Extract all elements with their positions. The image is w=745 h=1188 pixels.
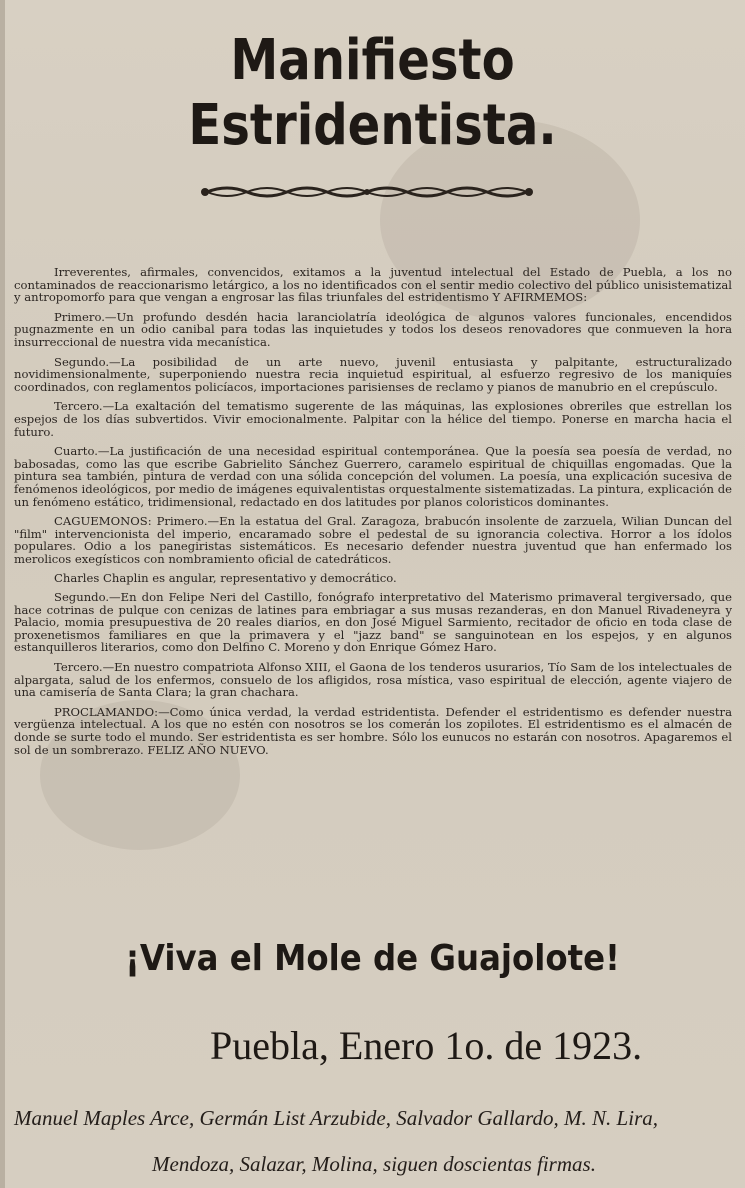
signers-line-2: Mendoza, Salazar, Molina, siguen doscientas firmas. bbox=[152, 1152, 596, 1176]
paragraph-caguemonos: CAGUEMONOS: Primero.—En la estatua del Gral. Zaragoza, brabucón insolente de zarzuela, Wilian Duncan del "film" intervencionista del imperio, encaramado sobre el pedestal de su ignorancia colectiva. Horror a los ídolos populares. Odio a los panegiristas sistemáticos. Es necesario defender nuestra juventud que han enfermado los merolicos exegísticos con nombramiento oficial de catedráticos. bbox=[14, 514, 732, 566]
poster-left-edge bbox=[0, 0, 5, 1188]
paragraph-primero: Primero.—Un profundo desdén hacia laranciolatría ideológica de algunos valores funcionales, encendidos pugnazmente en un odio canibal para todas las inquietudes y todos los deseos renovadores que conmueven la hora insurreccional de nuestra vida mecanística. bbox=[14, 309, 732, 349]
place-date: Puebla, Enero 1o. de 1923. bbox=[210, 1023, 643, 1068]
paragraph-segundo-2: Segundo.—En don Felipe Neri del Castillo, fonógrafo interpretativo del Materismo primaveral tergiversado, que hace cotrinas de pulque con cenizas de latines para embriagar a sus musas rezanderas, en don Manuel Rivadeneyra y Palacio, momia presupuestiva de 20 reales diarios, en don José Miguel Sarmiento, recitador de oficio en toda clase de proxenetismos familiares en que la primavera y el "jazz band" se sanguinotean en los espejos, y en algunos estanquilleros literarios, como don Delfino C. Moreno y don Enrique Gómez Haro. bbox=[14, 590, 732, 655]
paragraph-intro: Irreverentes, afirmales, convencidos, exitamos a la juventud intelectual del Estado de Puebla, a los no contaminados de reaccionarismo letárgico, a los no identificados con el sentir medio colectivo del público unisistematizal y antropomorfo para que vengan a engrosar las filas triunfales del estridentismo Y AFIRMEMOS: bbox=[14, 265, 732, 305]
paragraph-segundo: Segundo.—La posibilidad de un arte nuevo, juvenil entusiasta y palpitante, estructuralizado novidimensionalmente, superponiendo nuestra recia inquietud espiritual, al esfuerzo regresivo de los maniquíes coordinados, con reglamentos policíacos, importaciones parisienses de reclamo y pianos de manubrio en el crepúsculo. bbox=[14, 354, 732, 394]
manifesto-body bbox=[14, 266, 732, 763]
paragraph-proclamando: PROCLAMANDO:—Como única verdad, la verdad estridentista. Defender el estridentismo es defender nuestra vergüenza intelectual. A los que no estén con nosotros se los comerán los zopilotes. El estridentismo es el almacén de donde se surte todo el mundo. Ser estridentista es ser hombre. Sólo los eunucos no estarán con nosotros. Apagaremos el sol de un sombrerazo. FELIZ AÑO NUEVO. bbox=[14, 704, 732, 757]
decorative-scroll-divider-icon bbox=[197, 182, 537, 202]
paragraph-cuarto: Cuarto.—La justificación de una necesidad espiritual contemporánea. Que la poesía sea poesía de verdad, no babosadas, como las que escribe Gabrielito Sánchez Guerrero, caramelo espiritual de chiquillas engomadas. Que la pintura sea también, pintura de verdad con una sólida concepción del volumen. La poesía, una explicación sucesiva de fenómenos ideológicos, por medio de imágenes equivalentistas orquestalmente sistematizadas. La pintura, explicación de un fenómeno estático, tridimensional, redactado en dos latitudes por planos coloristicos dominantes. bbox=[14, 444, 732, 509]
signatories bbox=[14, 1095, 734, 1187]
paragraph-chaplin: Charles Chaplin es angular, representativo y democrático. bbox=[54, 571, 397, 586]
paragraph-tercero-2: Tercero.—En nuestro compatriota Alfonso XIII, el Gaona de los tenderos usurarios, Tío Sam de los intelectuales de alpargata, salud de los enfermos, consuelo de los afligidos, rosa mística, vaso espiritual de elección, agente viajero de una camisería de Santa Clara; la gran chachara. bbox=[14, 660, 732, 700]
signers-line-1: Manuel Maples Arce, Germán List Arzubide, Salvador Gallardo, M. N. Lira, bbox=[14, 1106, 658, 1130]
manifesto-title: Manifiesto Estridentista. bbox=[188, 28, 557, 158]
paragraph-tercero: Tercero.—La exaltación del tematismo sugerente de las máquinas, las explosiones obreriles que estrellan los espejos de los días subvertidos. Vivir emocionalmente. Palpitar con la hélice del tiempo. Ponerse en marcha hacia el futuro. bbox=[14, 399, 732, 439]
slogan: ¡Viva el Mole de Guajolote! bbox=[125, 938, 620, 979]
